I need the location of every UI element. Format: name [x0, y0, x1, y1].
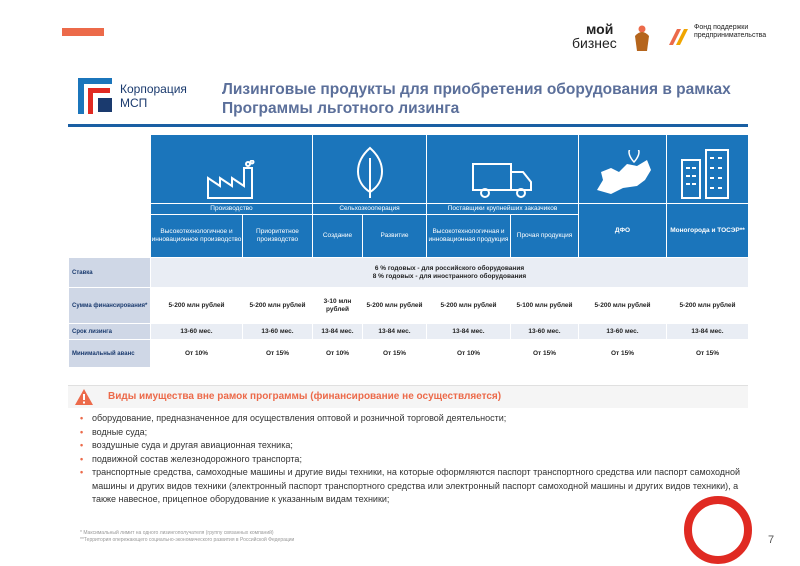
list-item: • транспортные средства, самоходные машины и другие виды техники, на которые оформляются паспорт транспортного средства или паспорт самоходной машины и других видов техники (электронный паспорт транспортного средства или электронный паспорт самоходной машины и других видов техники), а также навесное, прицепное оборудование к указанным видам техники;	[80, 466, 760, 507]
fund-logo	[668, 24, 784, 50]
corp-msp-line1: Корпорация	[120, 82, 187, 96]
subheader-cell: Высокотехнологичная и инновационная продукция	[427, 215, 511, 258]
rate-line-domestic: 6 % годовых - для российского оборудования	[374, 264, 525, 272]
table-cell-advance: От 15%	[579, 340, 667, 368]
table-corner	[69, 135, 151, 258]
group-production: Производство	[151, 204, 313, 215]
truck-icon	[471, 160, 535, 200]
table-cell-sum: 5-200 млн рублей	[243, 288, 313, 324]
subheader-cell: Высокотехнологичное и инновационное производство	[151, 215, 243, 258]
subheader-cell: Создание	[313, 215, 363, 258]
leaf-icon	[350, 146, 390, 200]
table-cell-term: 13-84 мес.	[363, 324, 427, 340]
table-cell-advance: От 15%	[243, 340, 313, 368]
table-cell-advance: От 15%	[363, 340, 427, 368]
exclusions-header	[68, 385, 748, 408]
table-cell-sum: 5-200 млн рублей	[363, 288, 427, 324]
table-cell-term: 13-60 мес.	[151, 324, 243, 340]
moi-biznes-logo-line1: мой	[586, 21, 614, 37]
footnotes	[80, 530, 580, 544]
table-cell-sum: 5-200 млн рублей	[427, 288, 511, 324]
title-divider	[68, 124, 748, 127]
table-cell-advance: От 10%	[427, 340, 511, 368]
list-item: • подвижной состав железнодорожного транспорта;	[80, 453, 760, 467]
row-label-term: Срок лизинга	[69, 324, 151, 340]
table-cell-sum: 5-200 млн рублей	[151, 288, 243, 324]
table-cell-term: 13-60 мес.	[243, 324, 313, 340]
exclusions-title: Виды имущества вне рамок программы (финансирование не осуществляется)	[108, 391, 502, 402]
subheader-cell: Развитие	[363, 215, 427, 258]
table-cell-sum: 5-200 млн рублей	[579, 288, 667, 324]
production-icon-cell	[151, 135, 313, 204]
corp-msp-text	[120, 82, 187, 110]
group-suppliers: Поставщики крупнейших заказчиков	[427, 204, 579, 215]
subheader-cell: Приоритетное производство	[243, 215, 313, 258]
page-title: Лизинговые продукты для приобретения оборудования в рамках Программы льготного лизинга	[222, 81, 731, 117]
dfo-icon-cell	[579, 135, 667, 204]
corp-msp-logo	[78, 78, 208, 118]
red-ring-marker	[684, 496, 752, 564]
moi-biznes-emblem-icon	[632, 24, 652, 52]
table-cell-sum: 5-200 млн рублей	[667, 288, 749, 324]
rate-cell	[151, 258, 749, 288]
fund-chevron-icon	[668, 26, 692, 46]
list-item: • оборудование, предназначенное для осуществления оптовой и розничной торговой деятельности;	[80, 412, 760, 426]
table-cell-advance: От 15%	[511, 340, 579, 368]
table-cell-advance: От 15%	[667, 340, 749, 368]
table-cell-term: 13-84 мес.	[313, 324, 363, 340]
exclusions-list	[80, 412, 760, 507]
agro-icon-cell	[313, 135, 427, 204]
table-cell-sum: 5-100 млн рублей	[511, 288, 579, 324]
page-number: 7	[768, 534, 775, 546]
leasing-products-table	[68, 134, 749, 368]
suppliers-icon-cell	[427, 135, 579, 204]
moi-biznes-logo-line2: бизнес	[572, 35, 617, 51]
moi-biznes-logo	[572, 21, 656, 52]
fund-logo-line1: Фонд поддержки	[694, 24, 749, 31]
group-agro: Сельхозкооперация	[313, 204, 427, 215]
mono-icon-cell	[667, 135, 749, 204]
footnote-limit: * Максимальный лимит на одного лизингополучателя (группу связанных компаний)	[80, 530, 274, 536]
table-cell-sum: 3-10 млн рублей	[313, 288, 363, 324]
table-cell-term: 13-84 мес.	[427, 324, 511, 340]
russia-map-icon	[593, 150, 653, 200]
table-cell-term: 13-60 мес.	[579, 324, 667, 340]
fund-logo-text	[694, 24, 784, 40]
list-item: • водные суда;	[80, 426, 760, 440]
warning-icon	[74, 388, 94, 406]
footnote-tosər: **Территория опережающего социально-экономического развития в Российской Федерации	[80, 537, 295, 543]
table-cell-advance: От 10%	[313, 340, 363, 368]
top-accent-bar	[62, 28, 104, 36]
group-mono: Моногорода и ТОСЭР**	[667, 204, 749, 258]
table-cell-term: 13-60 мес.	[511, 324, 579, 340]
row-label-rate: Ставка	[69, 258, 151, 288]
row-label-sum: Сумма финансирования*	[69, 288, 151, 324]
rate-line-foreign: 8 % годовых - для иностранного оборудования	[372, 272, 527, 280]
corp-msp-line2: МСП	[120, 96, 148, 110]
fund-logo-line2: предпринимательства	[694, 32, 767, 39]
table-cell-advance: От 10%	[151, 340, 243, 368]
factory-icon	[202, 160, 262, 200]
buildings-icon	[678, 146, 738, 200]
group-dfo: ДФО	[579, 204, 667, 258]
list-item: • воздушные суда и другая авиационная техника;	[80, 439, 760, 453]
subheader-cell: Прочая продукция	[511, 215, 579, 258]
table-cell-term: 13-84 мес.	[667, 324, 749, 340]
corp-msp-emblem-icon	[78, 78, 114, 116]
row-label-advance: Минимальный аванс	[69, 340, 151, 368]
